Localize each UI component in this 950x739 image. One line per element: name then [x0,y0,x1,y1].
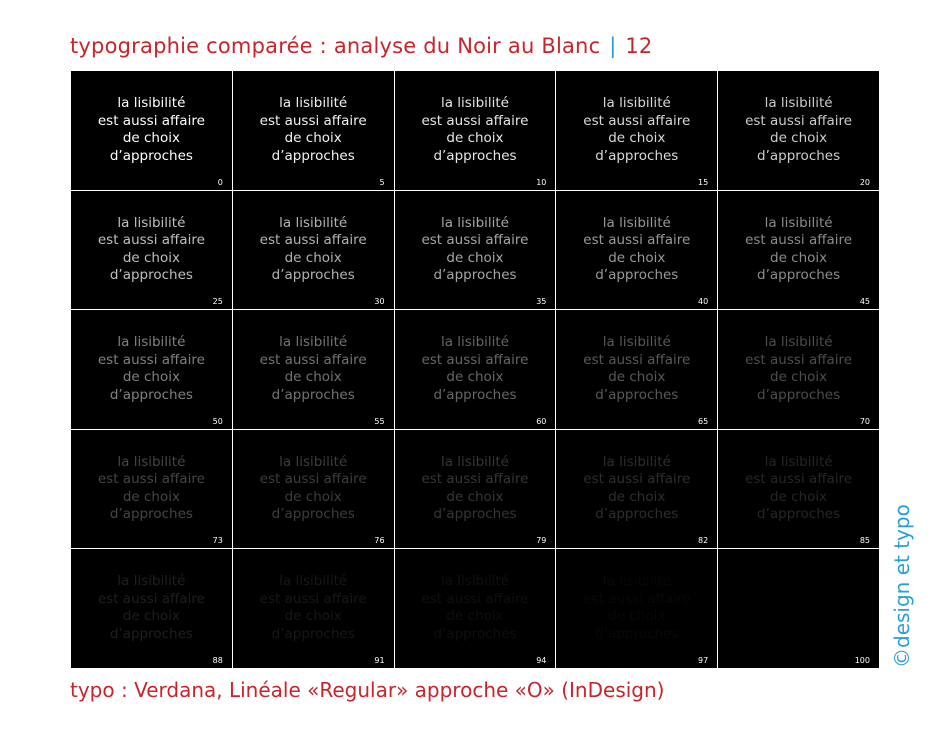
sample-line: d’approches [433,147,517,164]
sample-cell [233,549,394,668]
sample-cell [556,191,717,310]
page-title [70,34,653,58]
sample-line: la lisibilité [279,453,348,470]
sample-text [233,334,394,404]
sample-text [718,95,879,165]
sample-cell [718,430,879,549]
cell-value-label: 88 [212,655,223,665]
sample-line: est aussi affaire [583,471,691,488]
sample-line: d’approches [595,506,679,523]
sample-line: d’approches [757,506,841,523]
sample-cell [233,71,394,190]
sample-line: est aussi affaire [421,232,529,249]
sample-line: est aussi affaire [583,112,691,129]
sample-text [395,334,556,404]
sample-line: de choix [284,488,342,505]
sample-line: est aussi affaire [97,232,205,249]
sample-text [556,454,717,524]
cell-value-label: 50 [212,416,223,426]
sample-line: de choix [122,488,180,505]
sample-line: la lisibilité [117,334,186,351]
sample-line: la lisibilité [602,573,671,590]
sample-line: la lisibilité [440,214,509,231]
sample-text [71,454,232,524]
cell-value-label: 25 [212,297,223,307]
sample-line: de choix [122,249,180,266]
sample-text [556,573,717,643]
sample-cell [233,430,394,549]
sample-line: de choix [608,249,666,266]
sample-cell [718,549,879,668]
sample-cell [233,191,394,310]
sample-line: de choix [446,249,504,266]
sample-cell [556,71,717,190]
sample-line: est aussi affaire [259,112,367,129]
sample-line: d’approches [109,625,193,642]
sample-line: d’approches [433,386,517,403]
sample-line: est aussi affaire [583,351,691,368]
cell-value-label: 55 [374,416,385,426]
sample-text [71,215,232,285]
cell-value-label: 100 [854,655,870,665]
sample-line: est aussi affaire [583,232,691,249]
sample-line: est aussi affaire [259,590,367,607]
page-number: 12 [625,34,653,58]
sample-line: la lisibilité [764,573,833,590]
cell-value-label: 5 [379,177,385,187]
cell-value-label: 79 [536,536,547,546]
sample-line: de choix [770,608,828,625]
sample-line: de choix [446,369,504,386]
sample-line: de choix [770,488,828,505]
sample-line: est aussi affaire [259,351,367,368]
sample-line: d’approches [271,386,355,403]
sample-line: de choix [770,369,828,386]
sample-line: la lisibilité [602,334,671,351]
sample-line: de choix [284,369,342,386]
cell-value-label: 82 [698,536,709,546]
sample-line: de choix [284,130,342,146]
sample-line: est aussi affaire [745,351,853,368]
sample-text [556,95,717,165]
sample-text [71,334,232,404]
sample-cell [395,71,556,190]
sample-line: est aussi affaire [259,232,367,249]
sample-line: d’approches [271,267,355,284]
cell-value-label: 97 [698,655,709,665]
sample-line: la lisibilité [602,214,671,231]
sample-line: la lisibilité [279,214,348,231]
sample-line: la lisibilité [440,95,509,111]
sample-line: d’approches [271,147,355,164]
sample-line: la lisibilité [602,453,671,470]
sample-line: la lisibilité [279,95,348,111]
sample-line: de choix [446,608,504,625]
sample-text [395,454,556,524]
sample-line: la lisibilité [764,453,833,470]
copyright-credit: ©design et typo [890,504,914,668]
sample-line: d’approches [109,267,193,284]
sample-text [233,215,394,285]
cell-value-label: 85 [859,536,870,546]
sample-line: de choix [770,130,828,146]
sample-line: d’approches [595,147,679,164]
sample-text [395,215,556,285]
sample-line: de choix [446,130,504,146]
sample-line: d’approches [595,625,679,642]
sample-line: est aussi affaire [421,112,529,129]
sample-text [556,334,717,404]
sample-cell [556,549,717,668]
sample-line: la lisibilité [117,573,186,590]
cell-value-label: 60 [536,416,547,426]
sample-line: la lisibilité [764,214,833,231]
sample-line: de choix [608,130,666,146]
sample-line: d’approches [271,506,355,523]
sample-cell [556,430,717,549]
sample-cell [71,310,232,429]
cell-value-label: 35 [536,297,547,307]
sample-text [395,95,556,165]
sample-line: d’approches [109,386,193,403]
sample-cell [395,549,556,668]
sample-line: de choix [284,249,342,266]
sample-line: est aussi affaire [583,590,691,607]
sample-line: la lisibilité [117,453,186,470]
title-separator: | [609,34,617,58]
sample-cell [233,310,394,429]
sample-text [718,573,879,643]
sample-line: d’approches [271,625,355,642]
sample-line: est aussi affaire [421,351,529,368]
sample-cell [718,191,879,310]
sample-text [233,95,394,165]
cell-value-label: 40 [698,297,709,307]
cell-value-label: 20 [859,177,870,187]
sample-line: de choix [284,608,342,625]
sample-line: de choix [122,608,180,625]
sample-line: d’approches [757,267,841,284]
cell-value-label: 10 [536,177,547,187]
sample-line: la lisibilité [440,334,509,351]
sample-line: d’approches [595,267,679,284]
sample-line: est aussi affaire [97,590,205,607]
comparison-grid [70,70,880,669]
sample-line: la lisibilité [440,453,509,470]
sample-line: est aussi affaire [421,471,529,488]
sample-cell [71,430,232,549]
footer-caption: typo : Verdana, Linéale «Regular» approche «O» (InDesign) [70,678,665,702]
sample-cell [556,310,717,429]
sample-cell [395,191,556,310]
cell-value-label: 91 [374,655,385,665]
sample-line: de choix [122,130,180,146]
cell-value-label: 73 [212,536,223,546]
sample-text [395,573,556,643]
sample-line: de choix [608,369,666,386]
sample-line: est aussi affaire [97,112,205,129]
sample-line: de choix [446,488,504,505]
sample-line: de choix [770,249,828,266]
sample-text [718,334,879,404]
sample-cell [718,71,879,190]
sample-line: de choix [122,369,180,386]
sample-line: d’approches [595,386,679,403]
sample-line: est aussi affaire [97,471,205,488]
cell-value-label: 15 [698,177,709,187]
sample-cell [718,310,879,429]
cell-value-label: 45 [859,297,870,307]
sample-cell [71,549,232,668]
sample-line: est aussi affaire [745,232,853,249]
sample-line: est aussi affaire [421,590,529,607]
sample-line: d’approches [757,147,841,164]
sample-line: est aussi affaire [745,471,853,488]
sample-text [718,215,879,285]
sample-line: est aussi affaire [745,112,853,129]
cell-value-label: 0 [217,177,223,187]
sample-line: la lisibilité [764,334,833,351]
sample-line: d’approches [433,267,517,284]
sample-line: est aussi affaire [745,590,853,607]
sample-text [556,215,717,285]
sample-text [233,573,394,643]
sample-line: d’approches [109,506,193,523]
sample-line: de choix [608,608,666,625]
sample-line: la lisibilité [117,95,186,111]
sample-cell [71,71,232,190]
sample-line: est aussi affaire [259,471,367,488]
sample-line: la lisibilité [764,95,833,111]
cell-value-label: 70 [859,416,870,426]
sample-text [233,454,394,524]
sample-line: la lisibilité [279,573,348,590]
sample-line: de choix [608,488,666,505]
sample-text [718,454,879,524]
sample-line: d’approches [757,386,841,403]
sample-line: la lisibilité [117,214,186,231]
sample-line: la lisibilité [279,334,348,351]
sample-line: d’approches [433,625,517,642]
sample-line: la lisibilité [602,95,671,111]
sample-line: la lisibilité [440,573,509,590]
cell-value-label: 76 [374,536,385,546]
sample-cell [71,191,232,310]
sample-line: d’approches [757,625,841,642]
sample-text [71,573,232,643]
cell-value-label: 65 [698,416,709,426]
title-text: typographie comparée : analyse du Noir au Blanc [70,34,601,58]
sample-text [71,95,232,165]
cell-value-label: 94 [536,655,547,665]
sample-line: est aussi affaire [97,351,205,368]
cell-value-label: 30 [374,297,385,307]
sample-cell [395,310,556,429]
sample-cell [395,430,556,549]
sample-line: d’approches [433,506,517,523]
sample-line: d’approches [109,147,193,164]
